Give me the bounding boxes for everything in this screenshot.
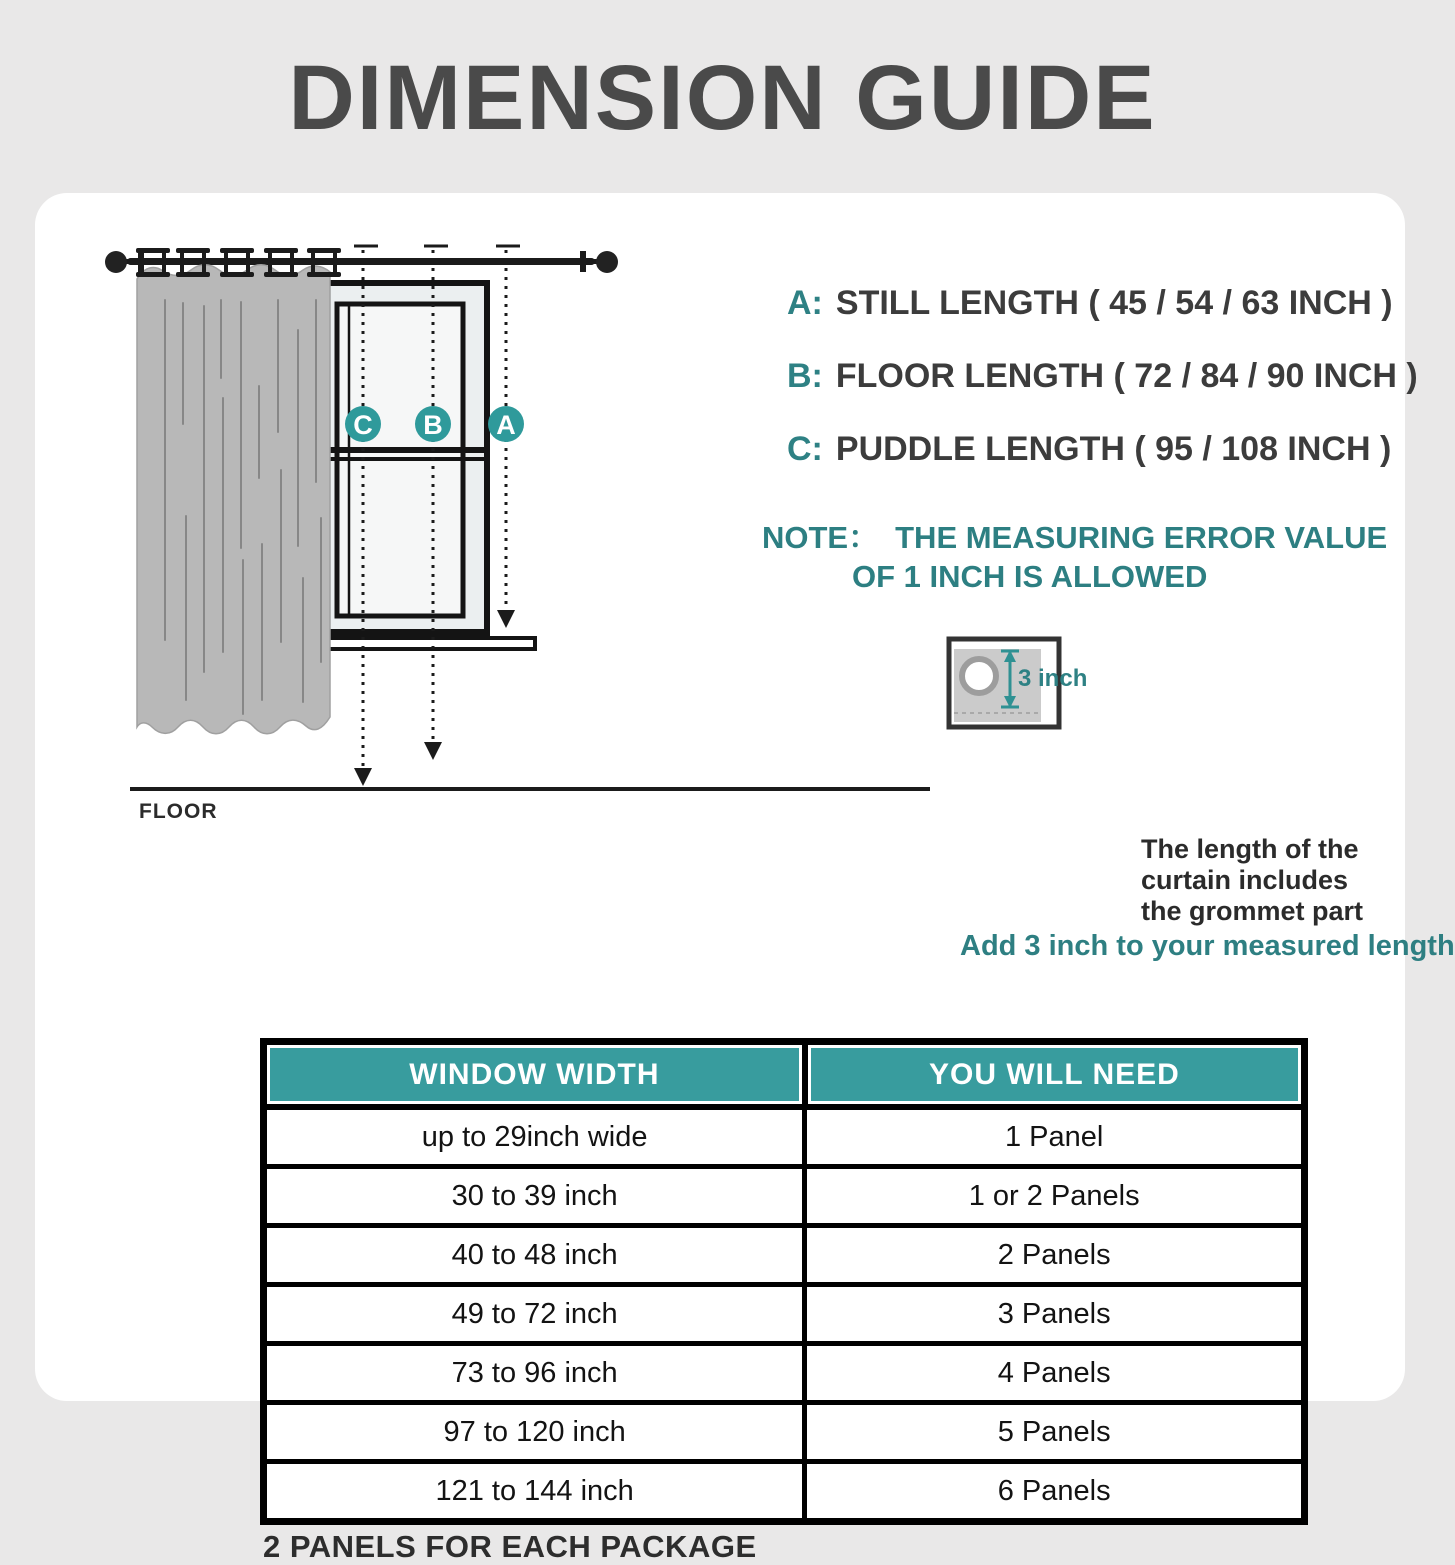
grommet-detail-figure [946, 636, 1106, 736]
spec-puddle-length [787, 430, 1391, 469]
spec-key-b: B: [787, 357, 823, 395]
table-row [264, 1167, 1305, 1226]
table-header-row [264, 1042, 1305, 1108]
marker-badge-c [345, 406, 381, 442]
spec-floor-length [787, 357, 1418, 396]
three-inch-label: 3 inch [1018, 665, 1088, 692]
table-row [264, 1285, 1305, 1344]
spec-text-a: STILL LENGTH ( 45 / 54 / 63 INCH ) [835, 284, 1393, 322]
svg-text:B: B [423, 410, 443, 440]
grommet-caption-line2: curtain includes [1141, 865, 1349, 895]
window-illustration [319, 283, 535, 649]
spec-key-c: C: [787, 430, 823, 468]
rod-finial-left [105, 251, 127, 273]
window-width-cell: 40 to 48 inch [264, 1226, 805, 1285]
table-row [264, 1226, 1305, 1285]
rod-finial-right [596, 251, 618, 273]
svg-text:C: C [353, 410, 373, 440]
header-you-will-need: YOU WILL NEED [805, 1042, 1305, 1108]
panel-requirement-table [260, 1038, 1308, 1525]
note-label: NOTE： [762, 520, 880, 555]
content-card [35, 193, 1455, 1564]
spec-text-c: PUDDLE LENGTH ( 95 / 108 INCH ) [835, 430, 1392, 468]
window-width-cell: 97 to 120 inch [264, 1403, 805, 1462]
floor-label: FLOOR [139, 800, 218, 823]
window-width-cell: 30 to 39 inch [264, 1167, 805, 1226]
grommet-caption-line3: the grommet part [1141, 896, 1364, 926]
package-note: 2 PANELS FOR EACH PACKAGE [263, 1529, 757, 1564]
header-window-width: WINDOW WIDTH [264, 1042, 805, 1108]
note-text-1: THE MEASURING ERROR VALUE [895, 520, 1388, 555]
grommet-caption [1141, 834, 1363, 927]
marker-badge-a [488, 406, 524, 442]
svg-text:A: A [496, 410, 516, 440]
marker-badge-b [415, 406, 451, 442]
panels-needed-cell: 5 Panels [805, 1403, 1305, 1462]
table-row [264, 1107, 1305, 1167]
table-row [264, 1403, 1305, 1462]
grommet-ring [962, 659, 996, 693]
page-title: DIMENSION GUIDE [288, 47, 1157, 149]
spec-still-length [787, 284, 1393, 323]
panels-needed-cell: 4 Panels [805, 1344, 1305, 1403]
panels-needed-cell: 3 Panels [805, 1285, 1305, 1344]
window-width-cell: 49 to 72 inch [264, 1285, 805, 1344]
grommet-caption-line1: The length of the [1141, 834, 1359, 864]
window-sill [320, 638, 535, 649]
add-three-inch-note: Add 3 inch to your measured length [960, 930, 1455, 962]
note-line-2: OF 1 INCH IS ALLOWED [852, 559, 1208, 594]
window-width-cell: 121 to 144 inch [264, 1462, 805, 1522]
note-line-1 [762, 512, 1387, 557]
window-width-cell: up to 29inch wide [264, 1107, 805, 1167]
panels-needed-cell: 1 or 2 Panels [805, 1167, 1305, 1226]
panels-needed-cell: 2 Panels [805, 1226, 1305, 1285]
table-row [264, 1344, 1305, 1403]
panels-needed-cell: 6 Panels [805, 1462, 1305, 1522]
table-row [264, 1462, 1305, 1522]
window-width-cell: 73 to 96 inch [264, 1344, 805, 1403]
spec-key-a: A: [787, 284, 823, 322]
panels-needed-cell: 1 Panel [805, 1107, 1305, 1167]
spec-text-b: FLOOR LENGTH ( 72 / 84 / 90 INCH ) [835, 357, 1418, 395]
curtain-panel [137, 265, 330, 734]
